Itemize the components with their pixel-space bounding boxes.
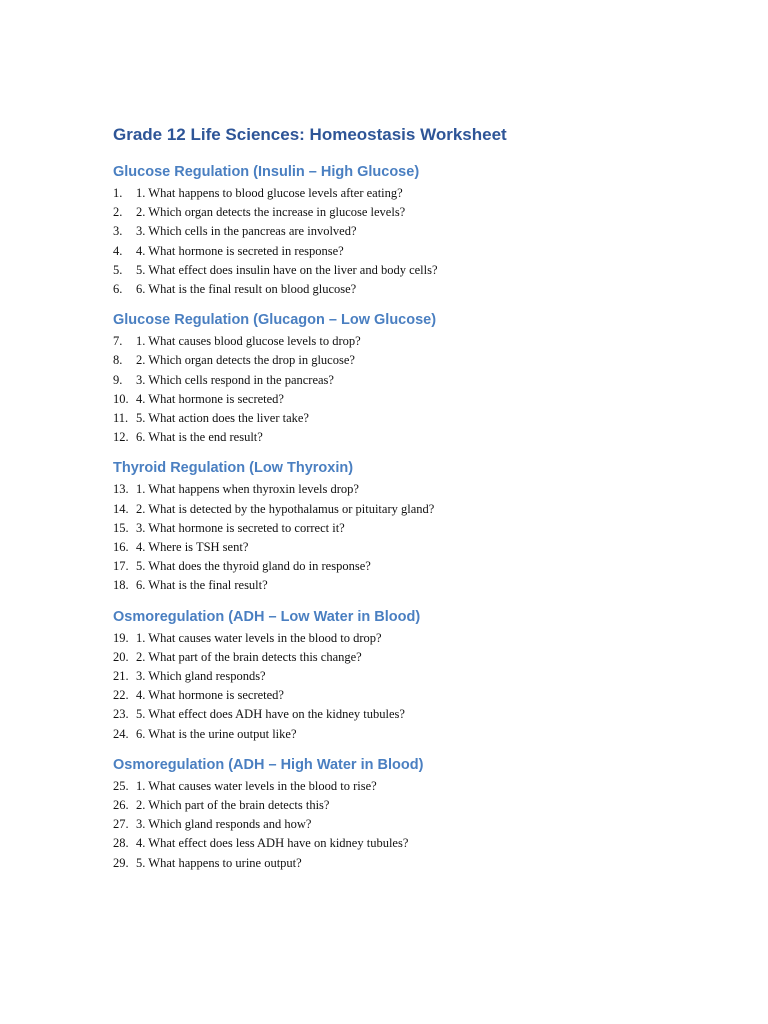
question-number: 12. xyxy=(113,430,129,445)
question-number: 3. xyxy=(113,224,123,239)
question-text: 3. Which gland responds? xyxy=(136,669,266,684)
list-item xyxy=(113,242,733,261)
list-item xyxy=(113,686,733,705)
question-text: 3. Which cells in the pancreas are involved? xyxy=(136,224,357,239)
question-number: 18. xyxy=(113,578,129,593)
question-number: 29. xyxy=(113,855,129,870)
list-item xyxy=(113,390,733,409)
question-text: 1. What happens when thyroxin levels drop? xyxy=(136,482,359,497)
question-number: 26. xyxy=(113,798,129,813)
question-text: 2. Which organ detects the drop in glucose? xyxy=(136,353,355,368)
question-number: 27. xyxy=(113,817,129,832)
section-adh-low-water xyxy=(113,607,733,744)
list-item xyxy=(113,500,733,519)
section-adh-high-water xyxy=(113,755,733,873)
question-number: 6. xyxy=(113,282,123,297)
list-item xyxy=(113,629,733,648)
question-number: 15. xyxy=(113,520,129,535)
list-item xyxy=(113,796,733,815)
list-item xyxy=(113,576,733,595)
question-number: 4. xyxy=(113,243,123,258)
list-item xyxy=(113,184,733,203)
list-item xyxy=(113,725,733,744)
question-number: 2. xyxy=(113,205,123,220)
question-number: 9. xyxy=(113,372,123,387)
question-text: 1. What causes water levels in the blood to rise? xyxy=(136,778,377,793)
list-item xyxy=(113,834,733,853)
list-item xyxy=(113,777,733,796)
question-number: 24. xyxy=(113,726,129,741)
question-list xyxy=(113,629,733,744)
list-item xyxy=(113,222,733,241)
page-title: Grade 12 Life Sciences: Homeostasis Worksheet xyxy=(113,125,507,144)
list-item xyxy=(113,557,733,576)
question-text: 3. Which cells respond in the pancreas? xyxy=(136,372,334,387)
list-item xyxy=(113,280,733,299)
question-text: 4. What hormone is secreted? xyxy=(136,391,284,406)
question-number: 10. xyxy=(113,391,129,406)
question-number: 13. xyxy=(113,482,129,497)
question-text: 2. Which organ detects the increase in glucose levels? xyxy=(136,205,406,220)
question-number: 28. xyxy=(113,836,129,851)
question-number: 8. xyxy=(113,353,123,368)
list-item xyxy=(113,351,733,370)
list-item xyxy=(113,705,733,724)
list-item xyxy=(113,428,733,447)
list-item xyxy=(113,815,733,834)
question-number: 20. xyxy=(113,649,129,664)
section-heading: Osmoregulation (ADH – High Water in Blood) xyxy=(113,756,424,773)
question-text: 4. What hormone is secreted? xyxy=(136,688,284,703)
question-number: 22. xyxy=(113,688,129,703)
list-item xyxy=(113,409,733,428)
section-heading: Glucose Regulation (Insulin – High Glucose) xyxy=(113,164,420,180)
question-text: 2. What is detected by the hypothalamus or pituitary gland? xyxy=(136,501,435,516)
section-heading: Osmoregulation (ADH – Low Water in Blood) xyxy=(113,608,421,625)
question-text: 5. What effect does insulin have on the liver and body cells? xyxy=(136,262,438,277)
question-number: 5. xyxy=(113,262,123,277)
question-text: 1. What causes water levels in the blood to drop? xyxy=(136,630,382,645)
section-insulin xyxy=(113,162,733,299)
worksheet-page xyxy=(113,124,733,884)
question-text: 5. What effect does ADH have on the kidney tubules? xyxy=(136,707,405,722)
question-number: 17. xyxy=(113,559,129,574)
list-item xyxy=(113,648,733,667)
list-item xyxy=(113,854,733,873)
question-number: 16. xyxy=(113,540,129,555)
question-number: 1. xyxy=(113,186,123,200)
list-item xyxy=(113,203,733,222)
list-item xyxy=(113,332,733,351)
list-item xyxy=(113,371,733,390)
question-text: 4. What effect does less ADH have on kidney tubules? xyxy=(136,836,409,851)
question-list xyxy=(113,184,733,299)
question-number: 11. xyxy=(113,411,129,426)
question-number: 23. xyxy=(113,707,129,722)
question-text: 6. What is the urine output like? xyxy=(136,726,297,741)
question-text: 6. What is the end result? xyxy=(136,430,263,445)
question-number: 7. xyxy=(113,334,123,349)
section-thyroid xyxy=(113,458,733,595)
question-number: 25. xyxy=(113,778,129,793)
question-text: 2. What part of the brain detects this change? xyxy=(136,649,362,664)
list-item xyxy=(113,261,733,280)
question-number: 19. xyxy=(113,630,129,645)
question-text: 4. What hormone is secreted in response? xyxy=(136,243,344,258)
question-text: 1. What happens to blood glucose levels after eating? xyxy=(136,186,403,200)
question-list xyxy=(113,332,733,447)
question-list xyxy=(113,777,733,873)
question-text: 5. What action does the liver take? xyxy=(136,411,309,426)
question-text: 2. Which part of the brain detects this? xyxy=(136,798,330,813)
question-text: 4. Where is TSH sent? xyxy=(136,540,249,555)
list-item xyxy=(113,538,733,557)
question-text: 5. What does the thyroid gland do in response? xyxy=(136,559,371,574)
list-item xyxy=(113,519,733,538)
question-text: 1. What causes blood glucose levels to drop? xyxy=(136,334,361,349)
question-text: 3. Which gland responds and how? xyxy=(136,817,312,832)
list-item xyxy=(113,480,733,499)
section-heading: Thyroid Regulation (Low Thyroxin) xyxy=(113,460,354,477)
question-text: 6. What is the final result? xyxy=(136,578,268,593)
question-number: 21. xyxy=(113,669,129,684)
section-heading: Glucose Regulation (Glucagon – Low Glucose) xyxy=(113,312,437,329)
question-text: 6. What is the final result on blood glucose? xyxy=(136,282,357,297)
list-item xyxy=(113,667,733,686)
question-list xyxy=(113,480,733,595)
question-text: 3. What hormone is secreted to correct it? xyxy=(136,520,345,535)
question-number: 14. xyxy=(113,501,129,516)
section-glucagon xyxy=(113,310,733,447)
question-text: 5. What happens to urine output? xyxy=(136,855,302,870)
